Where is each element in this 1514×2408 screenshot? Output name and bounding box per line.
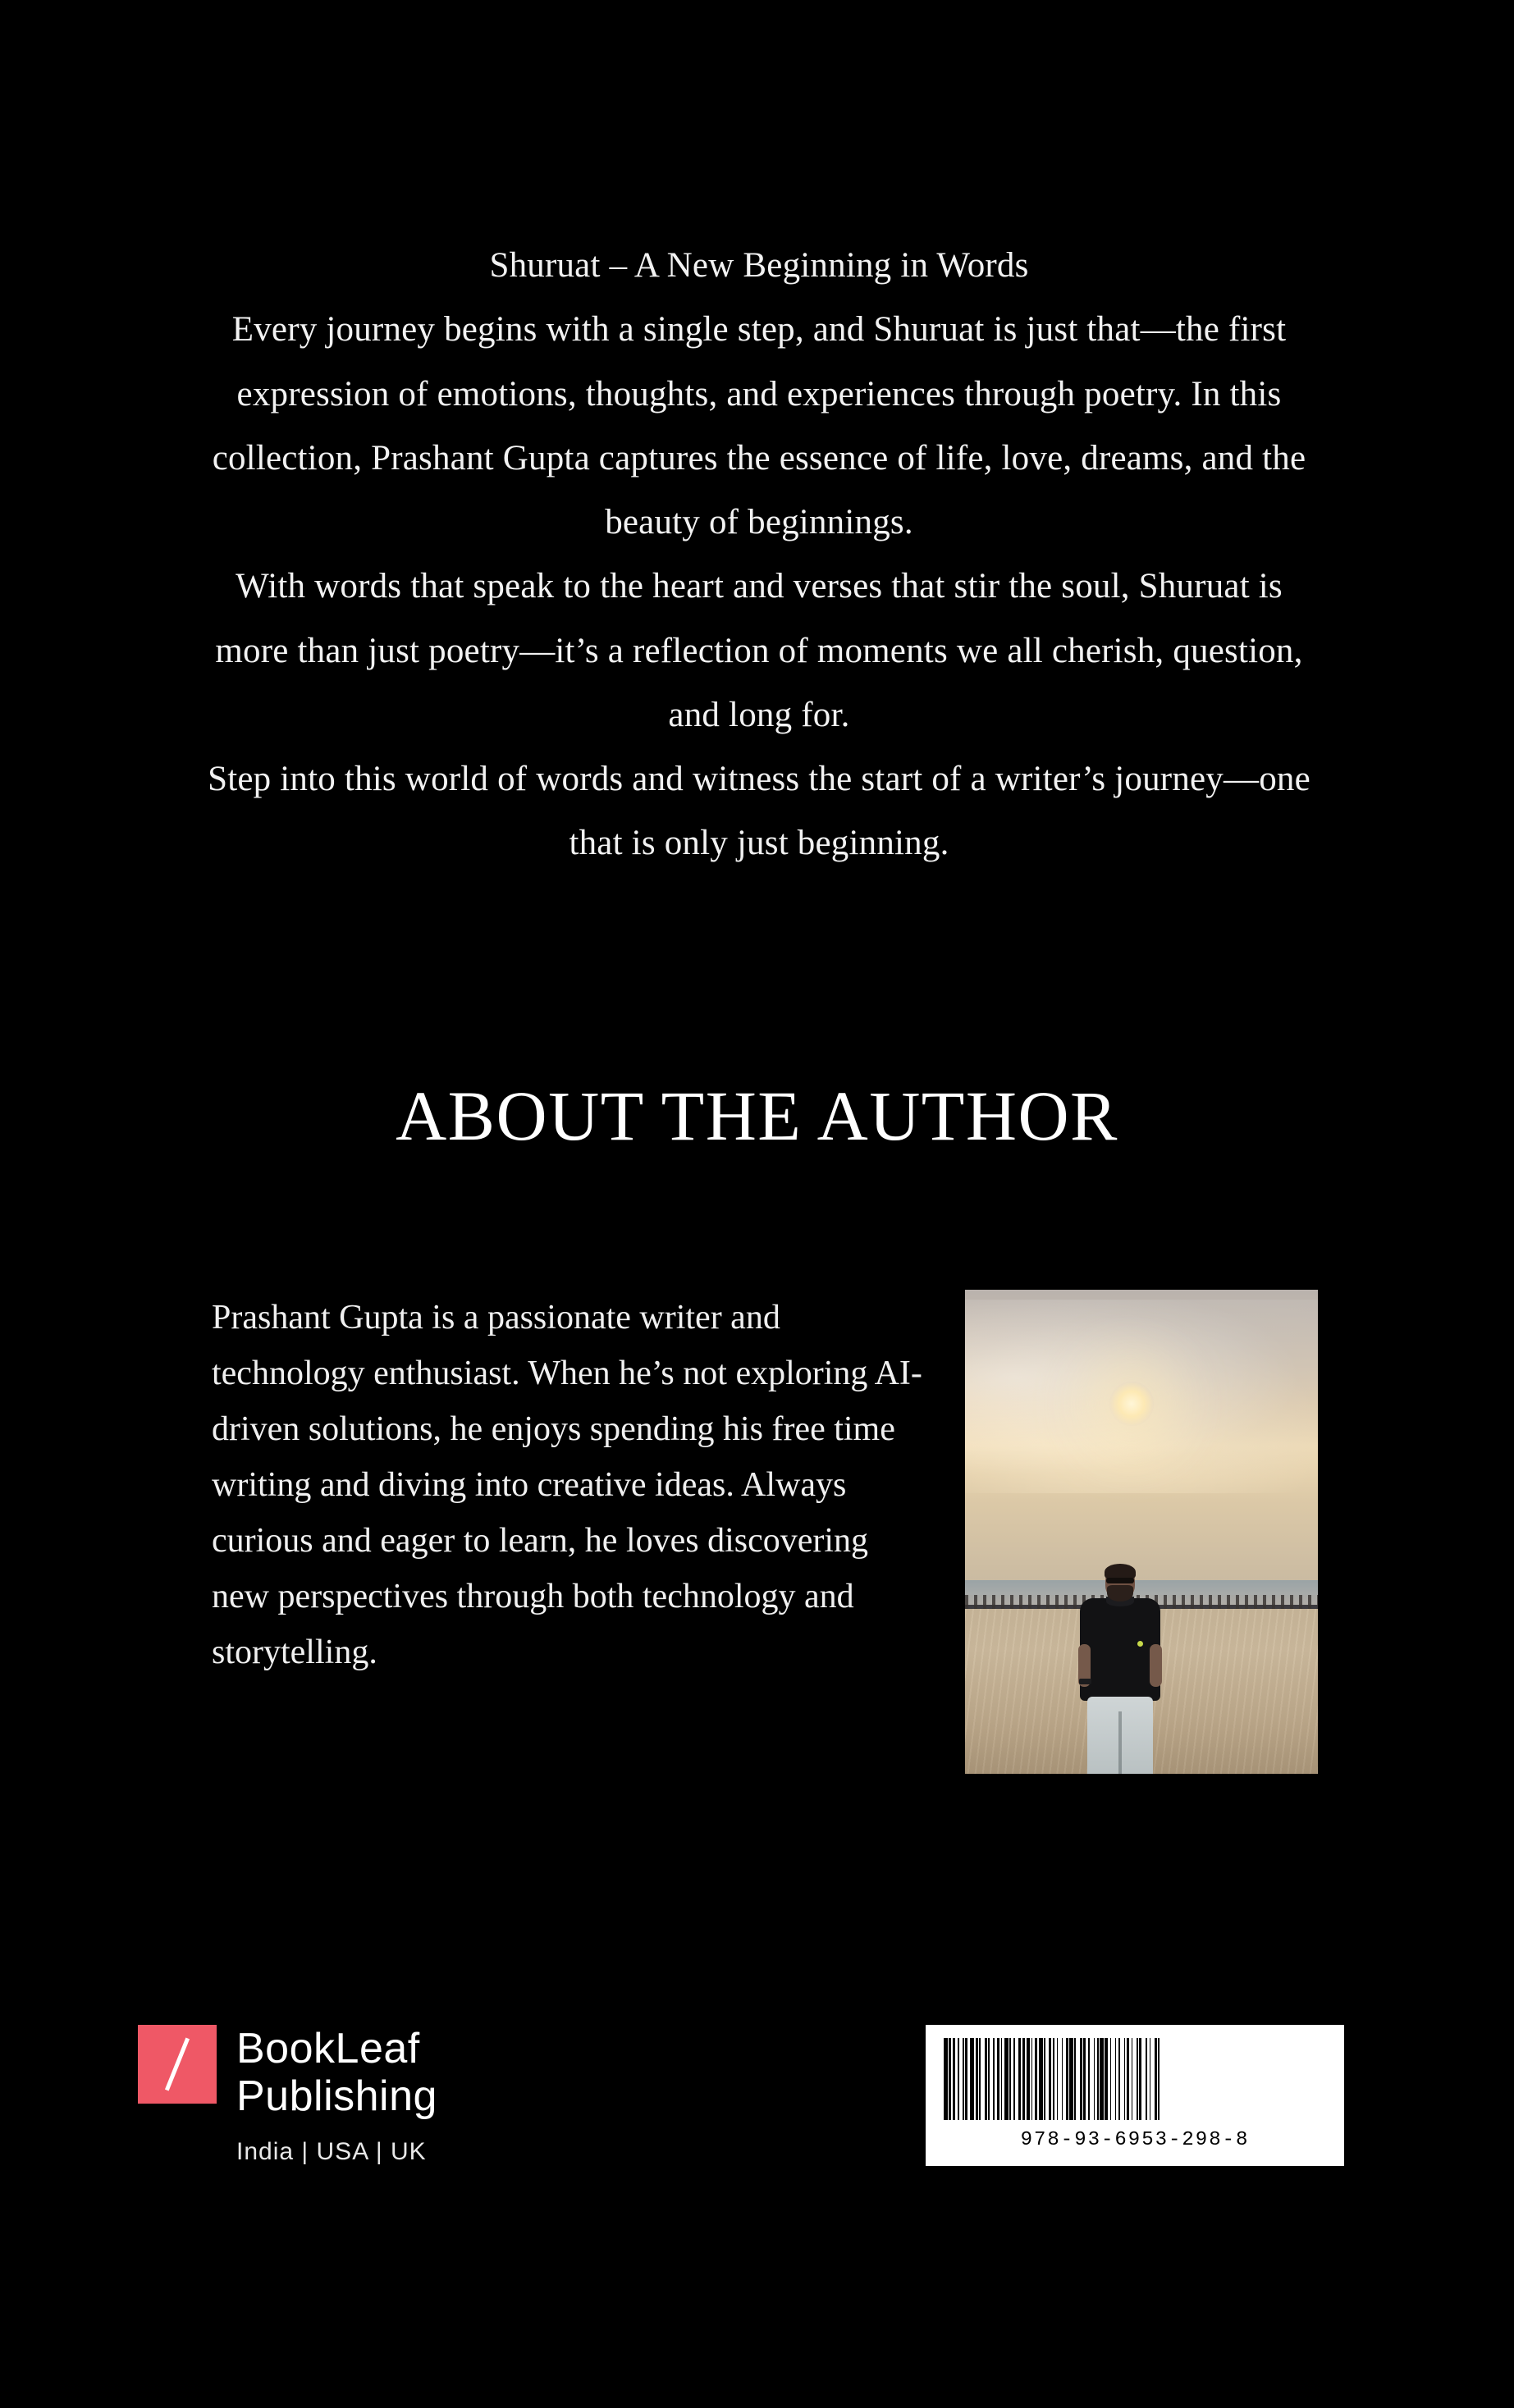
blurb-line-3: Step into this world of words and witness the start of a writer’s journey—one that is only just beginning. xyxy=(208,760,1310,863)
figure-trousers xyxy=(1087,1697,1153,1774)
author-bio-text: Prashant Gupta is a passionate writer and technology enthusiast. When he’s not exploring AI-driven solutions, he enjoys spending his free time writing and diving into creative ideas. Always curious and eager to learn, he loves discovering new perspectives through both technology and storytelling. xyxy=(212,1299,922,1672)
barcode-space xyxy=(1160,2038,1164,2120)
author-bio xyxy=(212,1290,926,1680)
blurb-line-1: Every journey begins with a single step, and Shuruat is just that—the first expression of emotions, thoughts, and experiences through poetry. In this collection, Prashant Gupta captures the essence of life, love, dreams, and the beauty of beginnings. xyxy=(212,310,1306,541)
barcode-bars xyxy=(944,2038,1326,2120)
publisher-name-line1: BookLeaf xyxy=(236,2025,420,2072)
photo-author-figure xyxy=(1077,1565,1163,1774)
isbn-number: 978-93-6953-298-8 xyxy=(1020,2129,1250,2151)
sunglasses-icon xyxy=(1106,1578,1134,1583)
blurb-line-2: With words that speak to the heart and verses that stir the soul, Shuruat is more than just poetry—it’s a reflection of moments we all cherish, question, and long for. xyxy=(215,567,1303,734)
figure-beard xyxy=(1107,1585,1133,1602)
blurb-line-title: Shuruat – A New Beginning in Words xyxy=(489,246,1029,285)
bookleaf-slash-icon xyxy=(138,2025,217,2104)
photo-sun xyxy=(1109,1382,1154,1426)
publisher-name-line2: Publishing xyxy=(236,2072,437,2121)
author-photo xyxy=(965,1290,1318,1774)
book-blurb xyxy=(201,234,1317,876)
publisher-logo-row xyxy=(138,2025,565,2120)
publisher-name xyxy=(236,2025,437,2120)
author-section xyxy=(212,1290,1324,1774)
figure-tshirt xyxy=(1080,1598,1160,1701)
figure-shirt-logo xyxy=(1137,1641,1143,1647)
publisher-locations: India | USA | UK xyxy=(236,2138,427,2166)
about-the-author-heading: ABOUT THE AUTHOR xyxy=(396,1076,1118,1155)
isbn-barcode xyxy=(926,2025,1344,2166)
figure-right-arm xyxy=(1150,1644,1162,1687)
publisher-logo xyxy=(138,2025,565,2166)
figure-wristwatch xyxy=(1079,1679,1091,1684)
